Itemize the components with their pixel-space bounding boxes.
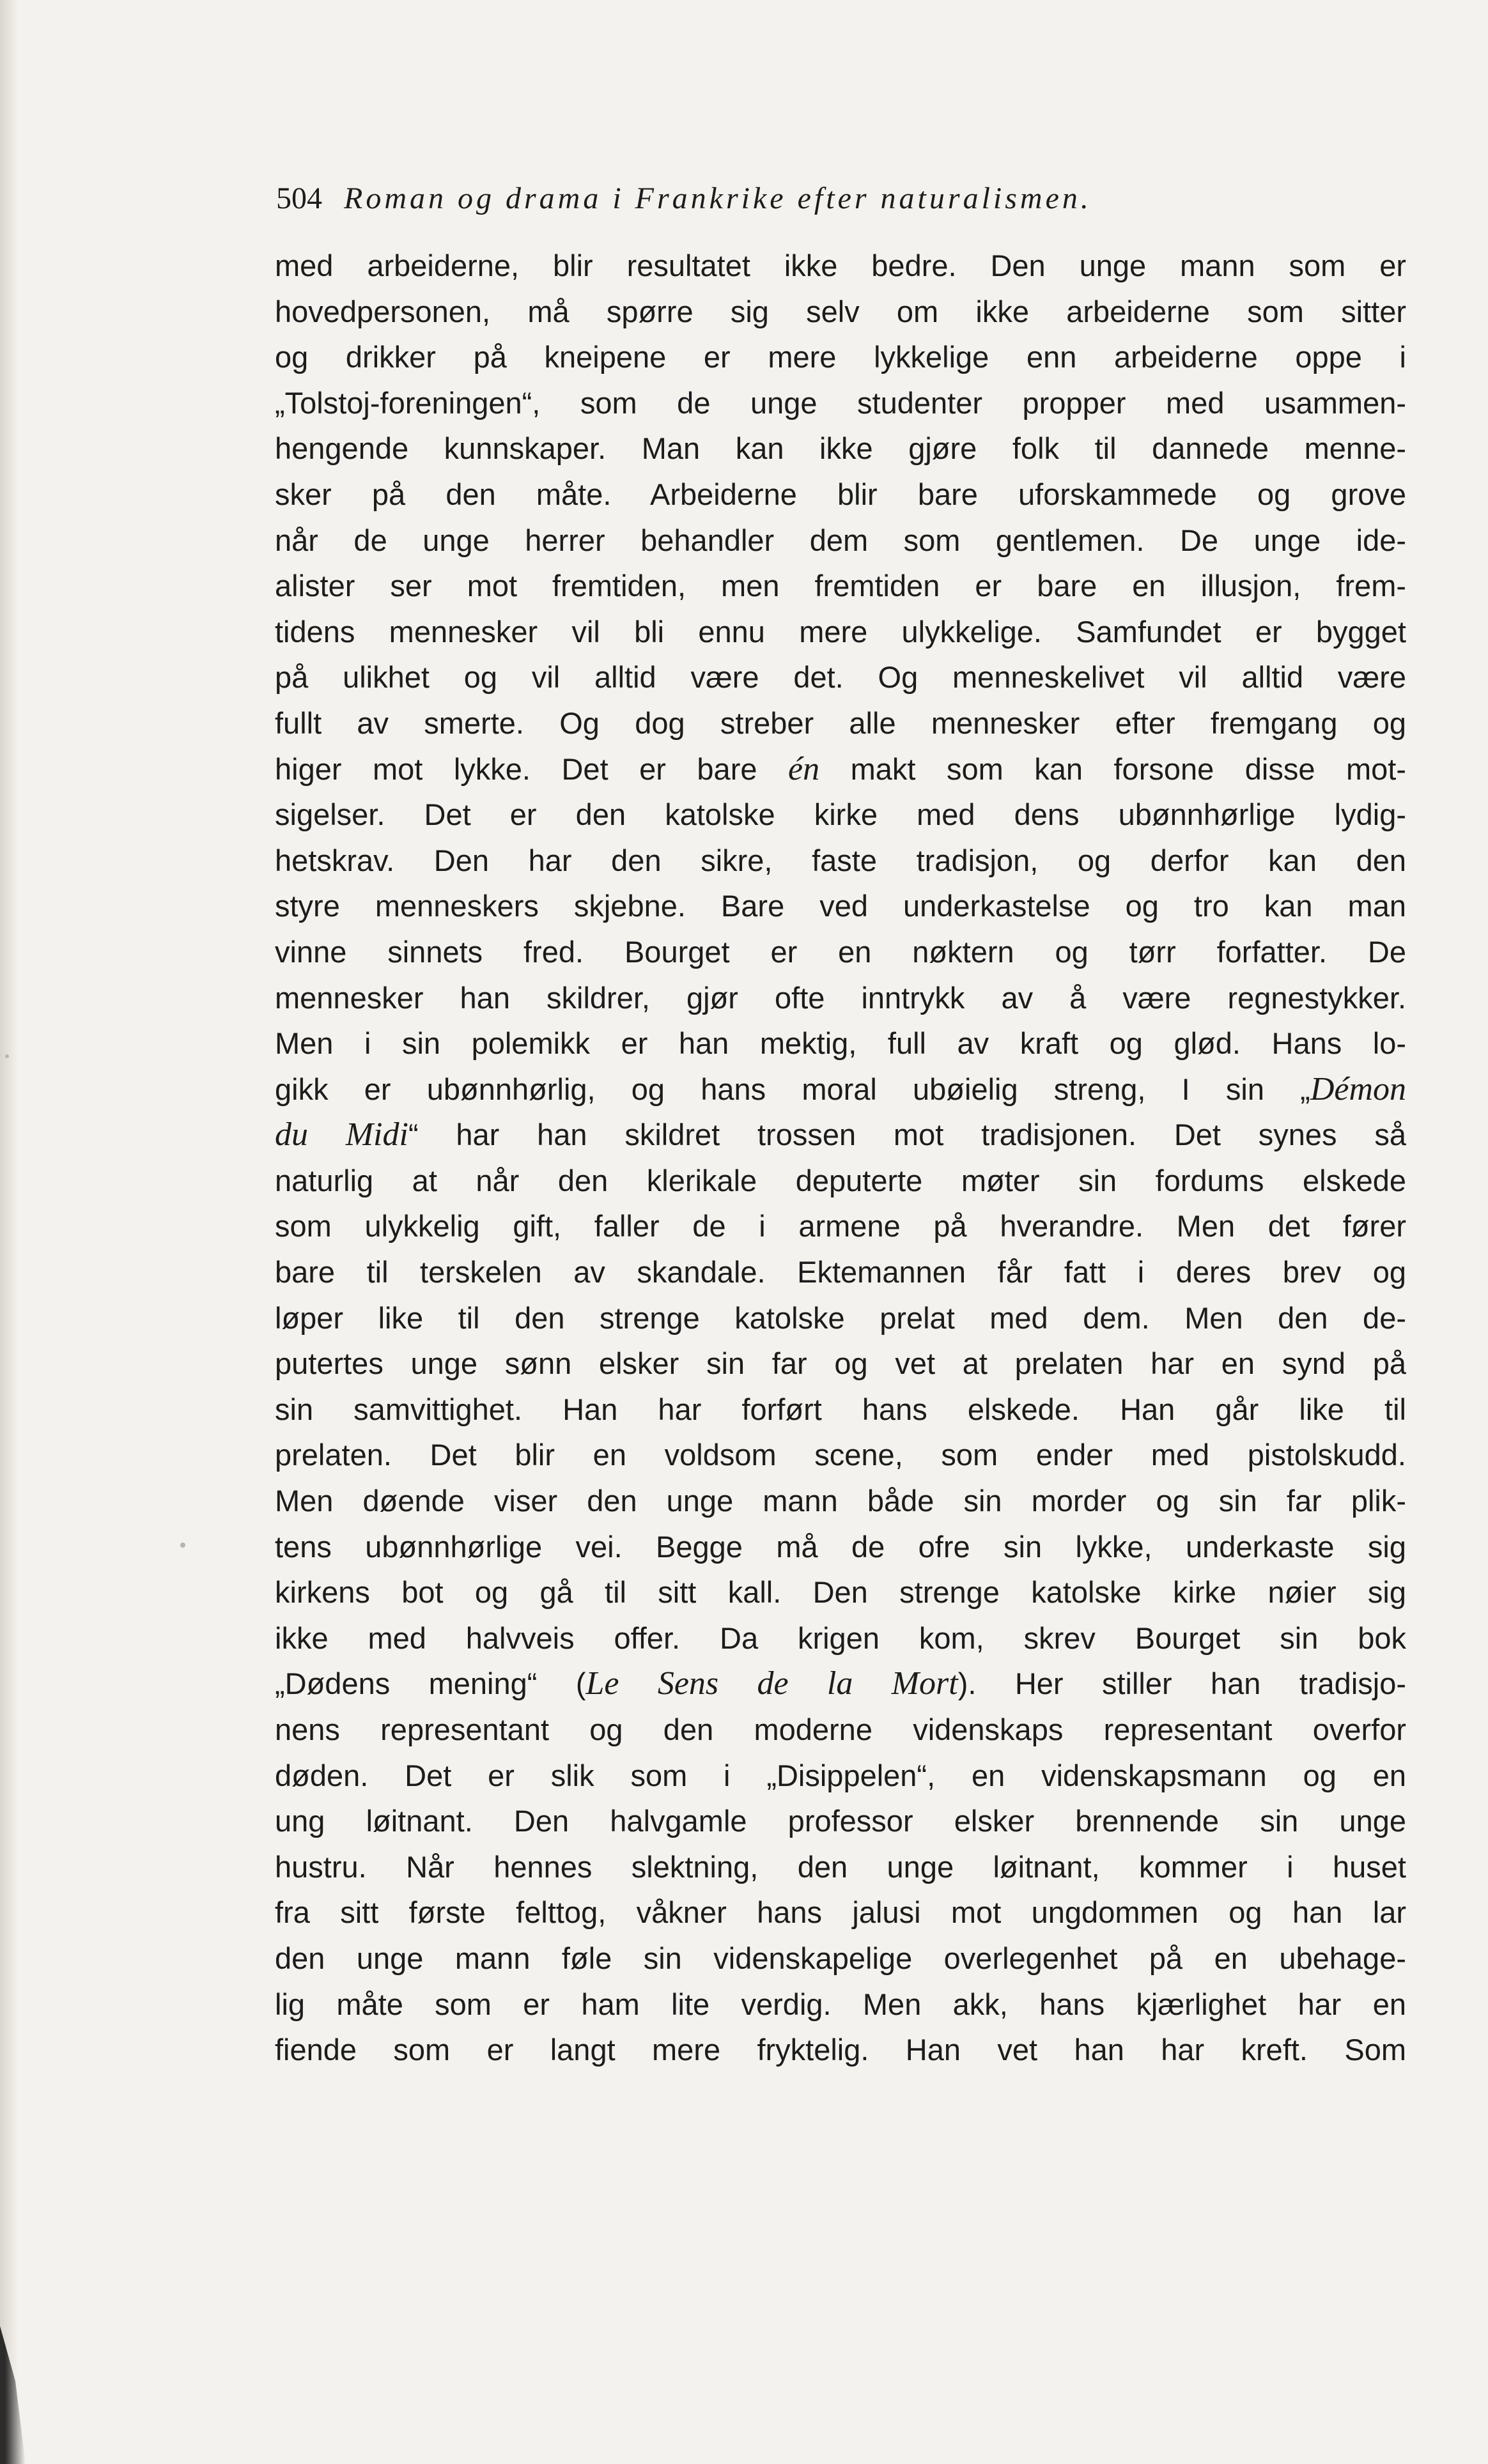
running-title: Roman og drama i Frankrike efter naturalismen.	[344, 181, 1092, 215]
text-line: hengende kunnskaper. Man kan ikke gjøre folk til dannede menne-	[275, 431, 1406, 466]
text-line: fiende som er langt mere fryktelig. Han vet han har kreft. Som	[275, 2033, 1406, 2067]
text-line: hetskrav. Den har den sikre, faste tradisjon, og derfor kan den	[275, 843, 1406, 877]
text-line: sker på den måte. Arbeiderne blir bare uforskammede og grove	[275, 477, 1406, 511]
text-line: med arbeiderne, blir resultatet ikke bedre. Den unge mann som er	[275, 249, 1406, 282]
text-line: på ulikhet og vil alltid være det. Og menneskelivet vil alltid være	[275, 660, 1406, 695]
text-line: døden. Det er slik som i „Disippelen“, en videnskapsmann og en	[275, 1758, 1406, 1792]
body-text	[275, 243, 1406, 2073]
text-line: som ulykkelig gift, faller de i armene på hverandre. Men det fører	[275, 1209, 1406, 1244]
text-line: den unge mann føle sin videnskapelige overlegenhet på en ubehage-	[275, 1941, 1406, 1975]
text-line: ung løitnant. Den halvgamle professor elsker brennende sin unge	[275, 1804, 1406, 1838]
page-edge-shadow	[0, 0, 18, 2464]
text-line: „Tolstoj-foreningen“, som de unge studenter propper med usammen-	[275, 385, 1406, 420]
paper-speck	[5, 1054, 9, 1058]
text-line: og drikker på kneipene er mere lykkelige enn arbeiderne oppe i	[275, 340, 1406, 374]
text-line: vinne sinnets fred. Bourget er en nøktern og tørr forfatter. De	[275, 934, 1406, 969]
text-line: ikke med halvveis offer. Da krigen kom, skrev Bourget sin bok	[275, 1621, 1406, 1655]
text-line: sin samvittighet. Han har forført hans elskede. Han går like til	[275, 1392, 1406, 1426]
text-line: hustru. Når hennes slektning, den unge løitnant, kommer i huset	[275, 1849, 1406, 1884]
text-line: Men i sin polemikk er han mektig, full av kraft og glød. Hans lo-	[275, 1026, 1406, 1061]
text-line: putertes unge sønn elsker sin far og vet at prelaten har en synd på	[275, 1346, 1406, 1381]
text-line: fullt av smerte. Og dog streber alle mennesker efter fremgang og	[275, 705, 1406, 740]
text-line: prelaten. Det blir en voldsom scene, som ender med pistolskudd.	[275, 1438, 1406, 1472]
text-line: alister ser mot fremtiden, men fremtiden er bare en illusjon, frem-	[275, 569, 1406, 603]
text-line: „Dødens mening“ (Le Sens de la Mort). Her stiller han tradisjo-	[275, 1665, 1407, 1702]
text-line: nens representant og den moderne videnskaps representant overfor	[275, 1713, 1406, 1746]
text-line: higer mot lykke. Det er bare én makt som kan forsone disse mot-	[275, 750, 1406, 787]
text-line: Men døende viser den unge mann både sin morder og sin far plik-	[275, 1484, 1406, 1518]
text-line: bare til terskelen av skandale. Ektemannen får fatt i deres brev og	[275, 1255, 1406, 1290]
text-line: løper like til den strenge katolske prelat med dem. Men den de-	[275, 1300, 1406, 1335]
text-line: sigelser. Det er den katolske kirke med dens ubønnhørlige lydig-	[275, 797, 1406, 832]
text-line: du Midi“ har han skildret trossen mot tradisjonen. Det synes så	[275, 1116, 1406, 1153]
paper-speck	[180, 1543, 185, 1548]
page-number: 504	[276, 181, 322, 215]
text-line: styre menneskers skjebne. Bare ved underkastelse og tro kan man	[275, 889, 1406, 923]
text-line: tidens mennesker vil bli ennu mere ulykkelige. Samfundet er bygget	[275, 614, 1406, 649]
text-line: gikk er ubønnhørlig, og hans moral ubøielig streng, I sin „Démon	[275, 1070, 1406, 1107]
text-line: fra sitt første felttog, våkner hans jalusi mot ungdommen og han lar	[275, 1895, 1406, 1930]
text-line: når de unge herrer behandler dem som gentlemen. De unge ide-	[275, 523, 1406, 557]
text-line: kirkens bot og gå til sitt kall. Den strenge katolske kirke nøier sig	[275, 1575, 1406, 1610]
running-header	[276, 176, 1324, 221]
text-line: lig måte som er ham lite verdig. Men akk, hans kjærlighet har en	[275, 1987, 1406, 2021]
text-line: tens ubønnhørlige vei. Begge må de ofre sin lykke, underkaste sig	[275, 1529, 1406, 1564]
text-line: hovedpersonen, må spørre sig selv om ikke arbeiderne som sitter	[275, 294, 1406, 328]
text-line: mennesker han skildrer, gjør ofte inntrykk av å være regnestykker.	[275, 980, 1406, 1015]
text-line: naturlig at når den klerikale deputerte møter sin fordums elskede	[275, 1163, 1406, 1197]
